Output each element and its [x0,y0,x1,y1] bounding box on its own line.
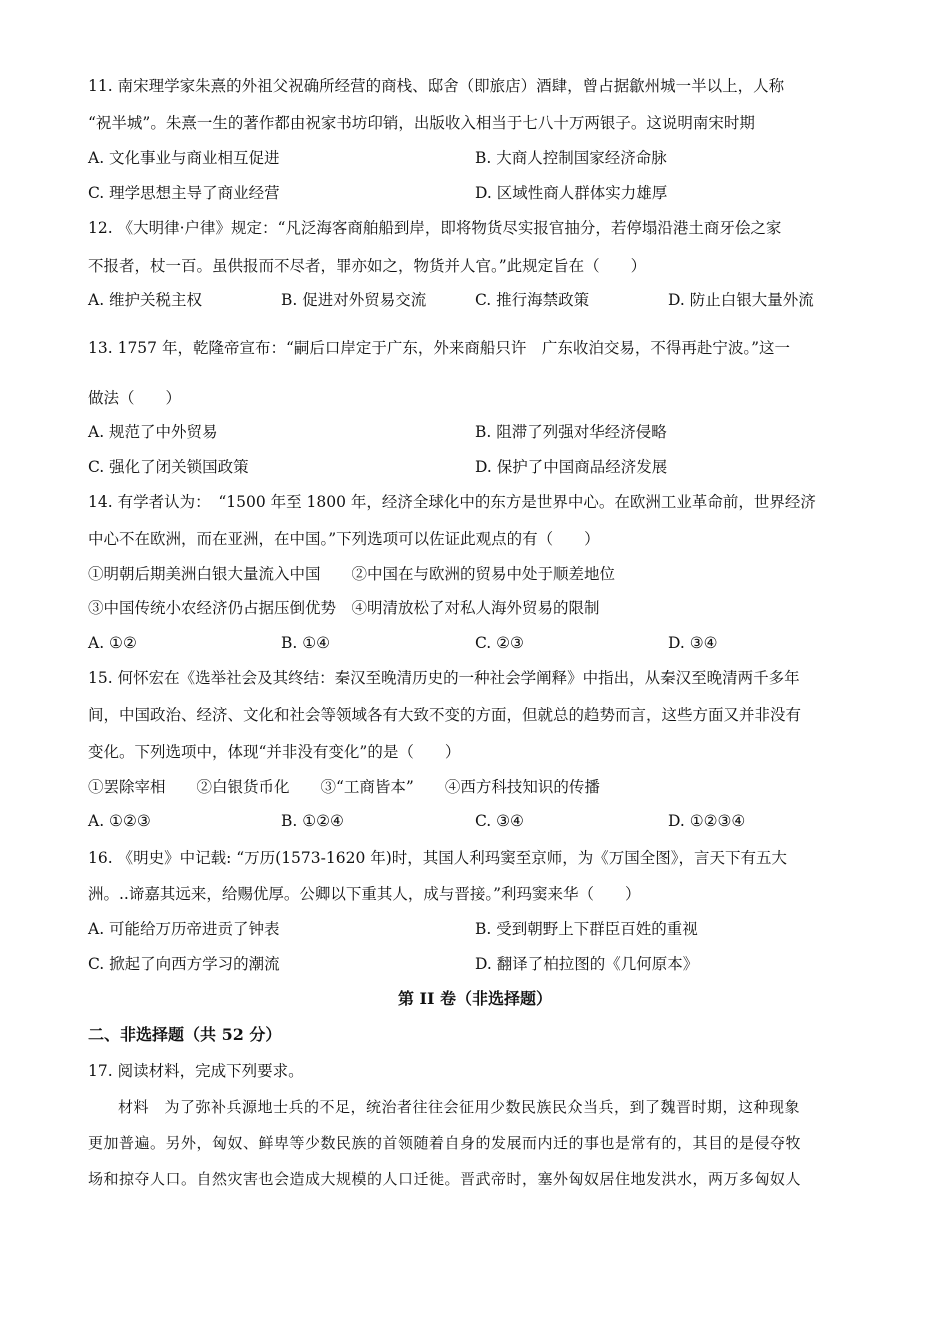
q12-line1: 12. 《大明律·户律》规定：“凡泛海客商舶船到岸，即将物货尽实报官抽分，若停塌沿港土商牙侩之家 [88,219,782,237]
q12-option-b: B. 促进对外贸易交流 [281,291,427,309]
q17-material-line1: 材料 为了弥补兵源地士兵的不足，统治者往往会征用少数民族民众当兵，到了魏晋时期，这种现象 [118,1098,801,1116]
q13-option-d: D. 保护了中国商品经济发展 [475,458,668,476]
q15-option-c: C. ③④ [475,812,524,830]
q15-line1: 15. 何怀宏在《选举社会及其终结：秦汉至晚清历史的一种社会学阐释》中指出，从秦汉至晚清两千多年 [88,669,800,687]
q17-material-line2: 更加普遍。另外，匈奴、鲜卑等少数民族的首领随着自身的发展而内迁的事也是常有的，其目的是侵夺牧 [88,1134,802,1152]
q13-option-a: A. 规范了中外贸易 [88,423,218,441]
q16-option-a: A. 可能给万历帝进贡了钟表 [88,920,280,938]
q15-option-d: D. ①②③④ [668,812,746,830]
part2-title: 第 II 卷（非选择题） [397,989,553,1008]
q15-line2: 间，中国政治、经济、文化和社会等领域各有大致不变的方面，但就总的趋势而言，这些方面又并非没有 [88,706,802,724]
q16-option-d: D. 翻译了柏拉图的《几何原本》 [475,955,699,973]
q11-option-b: B. 大商人控制国家经济命脉 [475,149,667,167]
q11-option-d: D. 区域性商人群体实力雄厚 [475,184,668,202]
section2-heading: 二、非选择题（共 52 分） [88,1025,282,1044]
q12-line2: 不报者，杖一百。虽供报而不尽者，罪亦如之，物货并人官。”此规定旨在（ ） [88,257,647,275]
q17-material-line3: 场和掠夺人口。自然灾害也会造成大规模的人口迁徙。晋武帝时，塞外匈奴居住地发洪水，两万多匈奴人 [88,1170,802,1188]
q14-option-b: B. ①④ [281,634,331,652]
q12-option-a: A. 维护关税主权 [88,291,203,309]
q16-line2: 洲。..谛嘉其远来，给赐优厚。公卿以下重其人，成与晋接。”利玛窦来华（ ） [88,885,641,903]
q14-option-a: A. ①② [88,634,137,652]
q12-option-d: D. 防止白银大量外流 [668,291,814,309]
q13-line2: 做法（ ） [88,389,182,407]
q14-option-d: D. ③④ [668,634,718,652]
q11-line1: 11. 南宋理学家朱熹的外祖父祝确所经营的商栈、邸舍（即旅店）酒肆，曾占据歙州城一半以上，人称 [88,77,785,95]
q14-line2: 中心不在欧洲，而在亚洲，在中国。”下列选项可以佐证此观点的有（ ） [88,530,600,548]
q13-line1: 13. 1757 年，乾隆帝宣布：“嗣后口岸定于广东，外来商船只许 广东收泊交易，不得再赴宁波。”这一 [88,339,791,357]
q16-line1: 16. 《明史》中记载: “万历(1573-1620 年)时，其国人利玛窦至京师，为《万国全图》，言天下有五大 [88,849,788,867]
q17-stem: 17. 阅读材料，完成下列要求。 [88,1062,304,1080]
q14-items-row1: ①明朝后期美洲白银大量流入中国 ②中国在与欧洲的贸易中处于顺差地位 [88,565,616,583]
q13-option-b: B. 阻滞了列强对华经济侵略 [475,423,667,441]
q15-line3: 变化。下列选项中，体现“并非没有变化”的是（ ） [88,743,461,761]
q11-option-a: A. 文化事业与商业相互促进 [88,149,280,167]
q15-option-a: A. ①②③ [88,812,151,830]
q16-option-b: B. 受到朝野上下群臣百姓的重视 [475,920,698,938]
q15-option-b: B. ①②④ [281,812,344,830]
q16-option-c: C. 掀起了向西方学习的潮流 [88,955,280,973]
q11-line2: “祝半城”。朱熹一生的著作都由祝家书坊印销，出版收入相当于七八十万两银子。这说明南宋时期 [88,114,755,132]
q13-option-c: C. 强化了闭关锁国政策 [88,458,249,476]
q11-option-c: C. 理学思想主导了商业经营 [88,184,280,202]
q14-option-c: C. ②③ [475,634,524,652]
q12-option-c: C. 推行海禁政策 [475,291,590,309]
q14-line1: 14. 有学者认为： “1500 年至 1800 年，经济全球化中的东方是世界中心。在欧洲工业革命前，世界经济 [88,493,816,511]
q14-items-row2: ③中国传统小农经济仍占据压倒优势 ④明清放松了对私人海外贸易的限制 [88,599,600,617]
q15-items: ①罢除宰相 ②白银货币化 ③“工商皆本” ④西方科技知识的传播 [88,778,600,796]
